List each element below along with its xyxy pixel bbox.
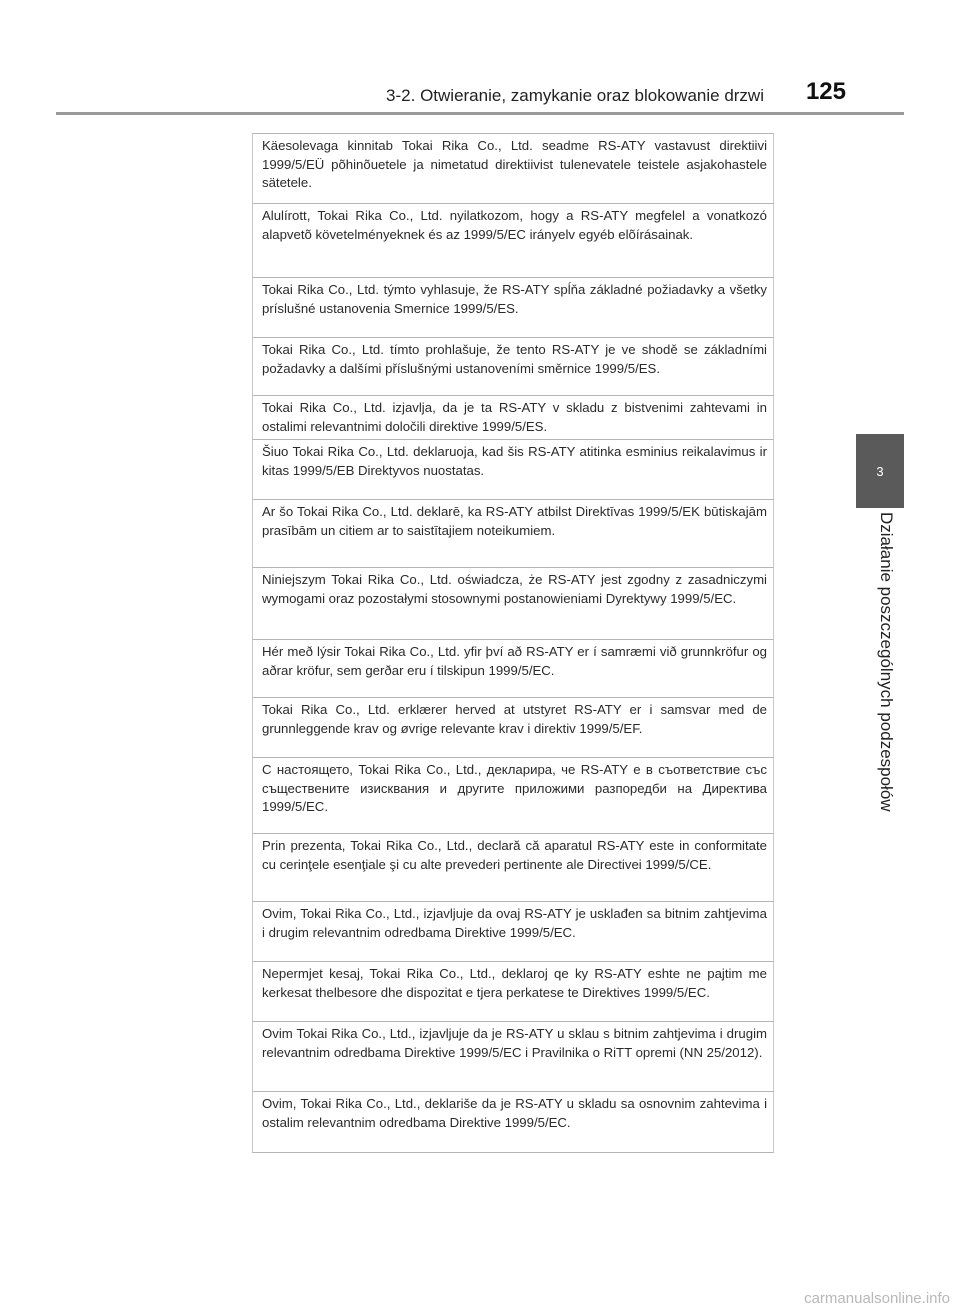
section-title: 3-2. Otwieranie, zamykanie oraz blokowanie drzwi <box>386 86 764 105</box>
declaration-row: Nepermjet kesaj, Tokai Rika Co., Ltd., deklaroj qe ky RS-ATY eshte ne pajtim me kerkesat thelbesore dhe dispozitat e tjera perkatese te Direktives 1999/5/EC. <box>252 961 774 1021</box>
page-header <box>56 72 904 112</box>
chapter-tab[interactable] <box>856 434 904 508</box>
declaration-row: Tokai Rika Co., Ltd. tímto prohlašuje, že tento RS-ATY je ve shodě se základními požadavky a dalšími příslušnými ustanoveními směrnice 1999/5/ES. <box>252 337 774 395</box>
declaration-row: Ovim, Tokai Rika Co., Ltd., deklariše da je RS-ATY u skladu sa osnovnim zahtevima i ostalim relevantnim odredbama Direktive 1999/5/EC. <box>252 1091 774 1153</box>
declaration-row: Ovim Tokai Rika Co., Ltd., izjavljuje da je RS-ATY u sklau s bitnim zahtjevima i drugim relevantnim odredbama Direktive 1999/5/EC i Pravilnika o RiTT opremi (NN 25/2012). <box>252 1021 774 1091</box>
declaration-row: Käesolevaga kinnitab Tokai Rika Co., Ltd. seadme RS-ATY vastavust direktiivi 1999/5/EÜ põhinõuetele ja nimetatud direktiivist tulenevatele teistele asjakohastele sätetele. <box>252 133 774 203</box>
declaration-row: Šiuo Tokai Rika Co., Ltd. deklaruoja, kad šis RS-ATY atitinka esminius reikalavimus ir kitas 1999/5/EB Direktyvos nuostatas. <box>252 439 774 499</box>
declaration-row: Niniejszym Tokai Rika Co., Ltd. oświadcza, że RS-ATY jest zgodny z zasadniczymi wymogami oraz pozostałymi stosownymi postanowieniami Dyrektywy 1999/5/EC. <box>252 567 774 639</box>
declaration-row: Prin prezenta, Tokai Rika Co., Ltd., declară că aparatul RS-ATY este in conformitate cu cerinţele esenţiale şi cu alte prevederi pertinente ale Directivei 1999/5/CE. <box>252 833 774 901</box>
declaration-row: Hér með lýsir Tokai Rika Co., Ltd. yfir því að RS-ATY er í samræmi við grunnkröfur og aðrar kröfur, sem gerðar eru í tilskipun 1999/5/EC. <box>252 639 774 697</box>
declaration-row: Ovim, Tokai Rika Co., Ltd., izjavljuje da ovaj RS-ATY je usklađen sa bitnim zahtjevima i drugim relevantnim odredbama Direktive 1999/5/EC. <box>252 901 774 961</box>
watermark: carmanualsonline.info <box>804 1290 950 1307</box>
declarations-table <box>252 133 774 1153</box>
header-divider <box>56 112 904 115</box>
declaration-row: С настоящето, Tokai Rika Co., Ltd., декларира, че RS-ATY е в съответствие със съществените изисквания и другите приложими разпоредби на Директива 1999/5/EC. <box>252 757 774 833</box>
declaration-row: Ar šo Tokai Rika Co., Ltd. deklarē, ka RS-ATY atbilst Direktīvas 1999/5/EK būtiskajām prasībām un citiem ar to saistītajiem noteikumiem. <box>252 499 774 567</box>
page-number: 125 <box>805 78 846 105</box>
declaration-row: Tokai Rika Co., Ltd. týmto vyhlasuje, že RS-ATY spĺňa základné požiadavky a všetky príslušné ustanovenia Smernice 1999/5/ES. <box>252 277 774 337</box>
chapter-number: 3 <box>876 463 884 479</box>
declaration-row: Tokai Rika Co., Ltd. izjavlja, da je ta RS-ATY v skladu z bistvenimi zahtevami in ostalimi relevantnimi določili direktive 1999/5/ES. <box>252 395 774 439</box>
chapter-label: Działanie poszczególnych podzespołów <box>877 512 896 812</box>
declaration-row: Alulírott, Tokai Rika Co., Ltd. nyilatkozom, hogy a RS-ATY megfelel a vonatkozó alapvetõ követelményeknek és az 1999/5/EC irányelv egyéb elõírásainak. <box>252 203 774 277</box>
declaration-row: Tokai Rika Co., Ltd. erklærer herved at utstyret RS-ATY er i samsvar med de grunnleggende krav og øvrige relevante krav i direktiv 1999/5/EF. <box>252 697 774 757</box>
